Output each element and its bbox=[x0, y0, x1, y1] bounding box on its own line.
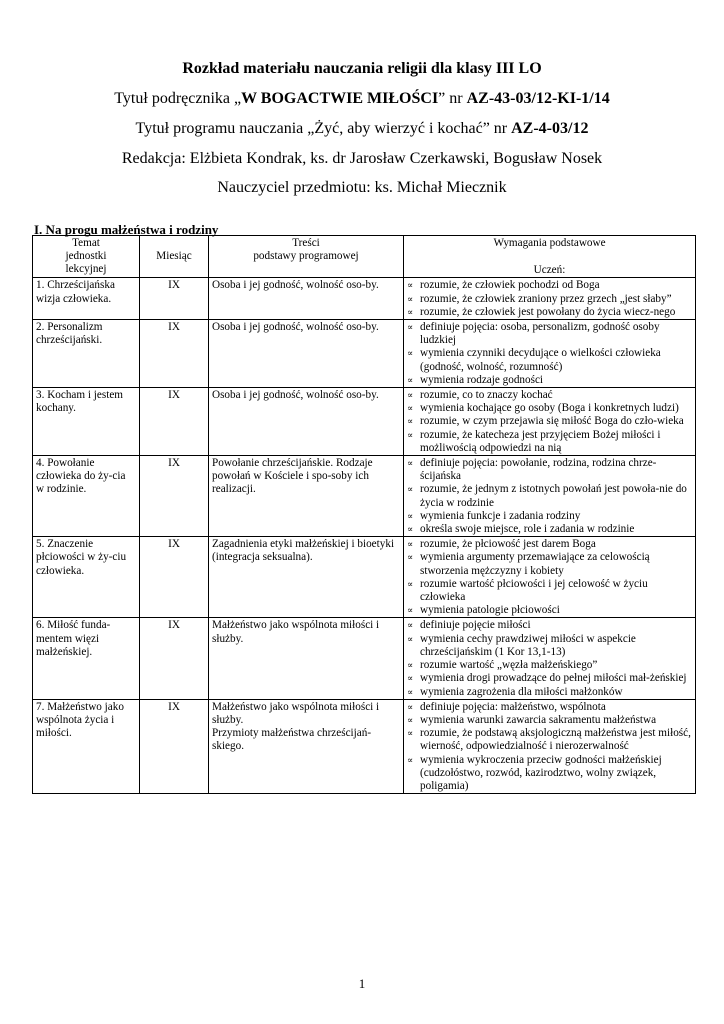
requirements-list bbox=[407, 389, 692, 455]
topic-cell: 7. Małżeństwo jako wspólnota życia i miłości. bbox=[33, 699, 140, 793]
requirement-item: ∝ rozumie, w czym przejawia się miłość Boga do czło-wieka bbox=[407, 415, 684, 428]
month-cell: IX bbox=[140, 388, 209, 456]
month-cell: IX bbox=[140, 537, 209, 618]
requirement-item: ∝ definiuje pojęcia: powołanie, rodzina, rodzina chrze-ścijańska bbox=[407, 457, 657, 483]
requirements-cell bbox=[404, 618, 696, 699]
editors-line: Redakcja: Elżbieta Kondrak, ks. dr Jarosław Czerkawski, Bogusław Nosek bbox=[121, 150, 603, 167]
content-cell: Małżeństwo jako wspólnota miłości i służby. Przymioty małżeństwa chrześcijań-skiego. bbox=[209, 699, 404, 793]
topic-cell: 2. Personalizm chrześcijański. bbox=[33, 320, 140, 388]
table-row bbox=[33, 699, 696, 793]
header-student-label: Uczeń: bbox=[533, 264, 566, 277]
requirement-item: ∝ wymienia rodzaje godności bbox=[407, 373, 544, 386]
textbook-title: Tytuł podręcznika „W BOGACTWIE MIŁOŚCI” nr AZ-43-03/12-KI-1/14 bbox=[114, 90, 610, 107]
requirement-item: ∝ rozumie, że płciowość jest darem Boga bbox=[407, 538, 596, 551]
month-cell: IX bbox=[140, 618, 209, 699]
requirement-item: ∝ wymienia drogi prowadzące do pełnej miłości mał-żeńskiej bbox=[407, 672, 687, 685]
curriculum-table bbox=[32, 235, 696, 794]
requirement-item: ∝ określa swoje miejsce, role i zadania w rodzinie bbox=[407, 523, 635, 536]
document-title: Rozkład materiału nauczania religii dla klasy III LO bbox=[182, 60, 542, 77]
requirement-item: ∝ wymienia wykroczenia przeciw godności małżeńskiej (cudzołóstwo, rozwód, kazirodztwo, wolny związek, poligamia) bbox=[407, 753, 662, 792]
requirements-list bbox=[407, 279, 692, 319]
topic-cell: 4. Powołanie człowieka do ży-cia w rodzinie. bbox=[33, 456, 140, 537]
requirement-item: ∝ definiuje pojęcia: małżeństwo, wspólnota bbox=[407, 700, 606, 713]
requirement-item: ∝ wymienia zagrożenia dla miłości małżonków bbox=[407, 685, 623, 698]
content-cell: Osoba i jej godność, wolność oso-by. bbox=[209, 278, 404, 320]
bullet-icon: ∝ bbox=[407, 620, 414, 631]
requirements-list bbox=[407, 457, 692, 536]
month-cell: IX bbox=[140, 320, 209, 388]
section-title: I. Na progu małżeństwa i rodziny bbox=[34, 222, 219, 237]
requirement-item: ∝ rozumie, że katecheza jest przyjęciem Bożej miłości i możliwością odpowiedzi na nią bbox=[407, 428, 661, 454]
requirement-item: ∝ wymienia patologie płciowości bbox=[407, 604, 560, 617]
requirement-item: ∝ rozumie, że podstawą aksjologiczną małżeństwa jest miłość, wierność, odpowiedzialność i nierozerwalność bbox=[407, 727, 691, 753]
header-topic-label: Temat jednostki lekcyjnej bbox=[65, 237, 107, 276]
bullet-icon: ∝ bbox=[407, 714, 414, 725]
bullet-icon: ∝ bbox=[407, 701, 414, 712]
topic-cell: 6. Miłość funda-mentem więzi małżeńskiej. bbox=[33, 618, 140, 699]
bullet-icon: ∝ bbox=[407, 539, 414, 550]
bullet-icon: ∝ bbox=[407, 322, 414, 333]
requirement-item: ∝ wymienia argumenty przemawiające za celowością stworzenia mężczyzny i kobiety bbox=[407, 551, 650, 577]
table-row bbox=[33, 320, 696, 388]
month-cell: IX bbox=[140, 278, 209, 320]
content-cell: Powołanie chrześcijańskie. Rodzaje powołań w Kościele i spo-soby ich realizacji. bbox=[209, 456, 404, 537]
bullet-icon: ∝ bbox=[407, 524, 414, 535]
requirement-item: ∝ rozumie wartość płciowości i jej celowość w życiu człowieka bbox=[407, 577, 648, 604]
table-row bbox=[33, 456, 696, 537]
header-requirements bbox=[404, 236, 696, 278]
requirement-item: ∝ wymienia funkcje i zadania rodziny bbox=[407, 509, 581, 522]
bullet-icon: ∝ bbox=[407, 429, 414, 440]
content-cell: Małżeństwo jako wspólnota miłości i służby. bbox=[209, 618, 404, 699]
requirement-item: ∝ wymienia cechy prawdziwej miłości w aspekcie chrześcijańskim (1 Kor 13,1-13) bbox=[407, 632, 636, 658]
bullet-icon: ∝ bbox=[407, 754, 414, 765]
content-cell: Osoba i jej godność, wolność oso-by. bbox=[209, 388, 404, 456]
requirement-item: ∝ rozumie, że człowiek zraniony przez grzech „jest słaby” bbox=[407, 292, 672, 305]
topic-cell: 1. Chrześcijańska wizja człowieka. bbox=[33, 278, 140, 320]
requirements-cell bbox=[404, 456, 696, 537]
bullet-icon: ∝ bbox=[407, 578, 414, 589]
table-row bbox=[33, 278, 696, 320]
bullet-icon: ∝ bbox=[407, 484, 414, 495]
table-header-row bbox=[33, 236, 696, 278]
topic-cell: 5. Znaczenie płciowości w ży-ciu człowieka. bbox=[33, 537, 140, 618]
requirement-item: ∝ rozumie, że jednym z istotnych powołań jest powoła-nie do życia w rodzinie bbox=[407, 483, 687, 509]
bullet-icon: ∝ bbox=[407, 633, 414, 644]
requirement-item: ∝ definiuje pojęcia: osoba, personalizm, godność osoby ludzkiej bbox=[407, 321, 660, 347]
requirement-item: ∝ rozumie wartość „węzła małżeńskiego” bbox=[407, 659, 598, 672]
table-body bbox=[33, 278, 696, 794]
requirements-cell bbox=[404, 699, 696, 793]
bullet-icon: ∝ bbox=[407, 306, 414, 317]
bullet-icon: ∝ bbox=[407, 390, 414, 401]
bullet-icon: ∝ bbox=[407, 374, 414, 385]
bullet-icon: ∝ bbox=[407, 403, 414, 414]
header-requirements-label: Wymagania podstawowe bbox=[493, 237, 606, 249]
requirements-list bbox=[407, 538, 692, 617]
requirements-cell bbox=[404, 320, 696, 388]
bullet-icon: ∝ bbox=[407, 416, 414, 427]
header-month bbox=[140, 236, 209, 278]
topic-cell: 3. Kocham i jestem kochany. bbox=[33, 388, 140, 456]
requirement-item: ∝ rozumie, że człowiek jest powołany do życia wiecz-nego bbox=[407, 305, 676, 318]
requirement-item: ∝ wymienia warunki zawarcia sakramentu małżeństwa bbox=[407, 713, 657, 726]
teacher-line: Nauczyciel przedmiotu: ks. Michał Miecznik bbox=[217, 179, 507, 196]
content-cell: Osoba i jej godność, wolność oso-by. bbox=[209, 320, 404, 388]
bullet-icon: ∝ bbox=[407, 293, 414, 304]
bullet-icon: ∝ bbox=[407, 605, 414, 616]
bullet-icon: ∝ bbox=[407, 458, 414, 469]
header-month-label: Miesiąc bbox=[156, 250, 192, 262]
page-number: 1 bbox=[358, 976, 366, 991]
table-row bbox=[33, 388, 696, 456]
bullet-icon: ∝ bbox=[407, 348, 414, 359]
requirements-list bbox=[407, 619, 692, 698]
requirement-item: ∝ definiuje pojęcie miłości bbox=[407, 619, 531, 632]
requirement-item: ∝ wymienia kochające go osoby (Boga i konkretnych ludzi) bbox=[407, 402, 679, 415]
header-content-label: Treści podstawy programowej bbox=[253, 237, 359, 263]
program-title: Tytuł programu nauczania „Żyć, aby wierzyć i kochać” nr AZ-4-03/12 bbox=[135, 120, 589, 137]
table-row bbox=[33, 537, 696, 618]
requirement-item: ∝ rozumie, że człowiek pochodzi od Boga bbox=[407, 279, 600, 292]
bullet-icon: ∝ bbox=[407, 673, 414, 684]
table-row bbox=[33, 618, 696, 699]
requirements-cell bbox=[404, 278, 696, 320]
month-cell: IX bbox=[140, 699, 209, 793]
requirements-list bbox=[407, 321, 692, 387]
header-topic bbox=[33, 236, 140, 278]
header-content bbox=[209, 236, 404, 278]
bullet-icon: ∝ bbox=[407, 686, 414, 697]
bullet-icon: ∝ bbox=[407, 660, 414, 671]
requirement-item: ∝ wymienia czynniki decydujące o wielkości człowieka (godność, wolność, rozumność) bbox=[407, 347, 661, 373]
requirements-cell bbox=[404, 537, 696, 618]
bullet-icon: ∝ bbox=[407, 552, 414, 563]
bullet-icon: ∝ bbox=[407, 510, 414, 521]
content-cell: Zagadnienia etyki małżeńskiej i bioetyki (integracja seksualna). bbox=[209, 537, 404, 618]
requirements-list bbox=[407, 701, 692, 793]
bullet-icon: ∝ bbox=[407, 280, 414, 291]
month-cell: IX bbox=[140, 456, 209, 537]
requirement-item: ∝ rozumie, co to znaczy kochać bbox=[407, 389, 553, 402]
requirements-cell bbox=[404, 388, 696, 456]
bullet-icon: ∝ bbox=[407, 728, 414, 739]
